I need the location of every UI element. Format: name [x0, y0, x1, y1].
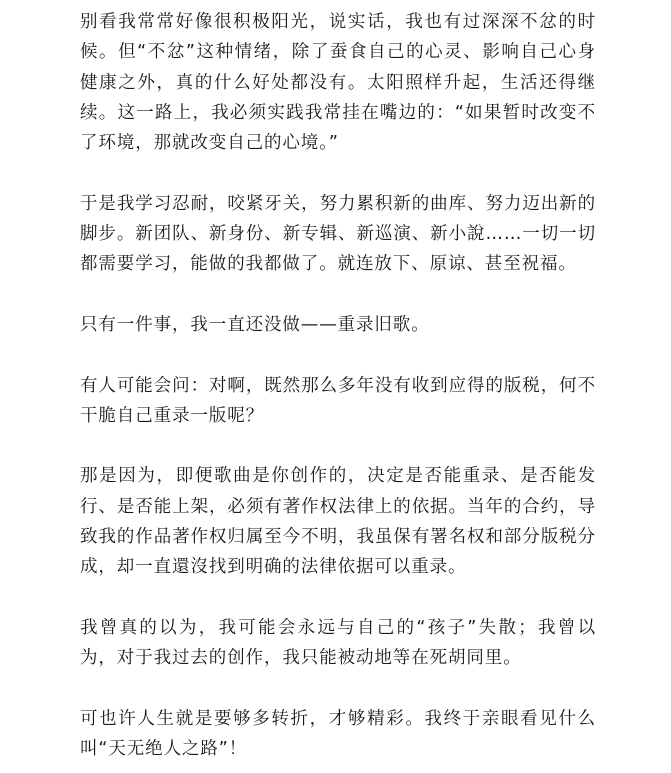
paragraph-6: 我曾真的以为，我可能会永远与自己的“孩子”失散；我曾以为，对于我过去的创作，我只能被动地等在死胡同里。: [80, 617, 596, 669]
paragraph-4: 有人可能会问：对啊，既然那么多年没有收到应得的版税，何不干脆自己重录一版呢？: [80, 375, 596, 426]
article-body: [80, 7, 596, 764]
paragraph-5: 那是因为，即便歌曲是你创作的，决定是否能重录、是否能发行、是否能上架，必须有著作权法律上的依据。当年的合约，导致我的作品著作权归属至今不明，我虽保有署名权和部分版税分成，却一直還沒找到明确的法律依据可以重录。: [80, 466, 596, 578]
paragraph-1: 别看我常常好像很积极阳光，说实话，我也有过深深不忿的时候。但“不忿”这种情绪，除了蚕食自己的心灵、影响自己心身健康之外，真的什么好处都没有。太阳照样升起，生活还得继续。这一路上，我必须实践我常挂在嘴边的：“如果暂时改变不了环境，那就改变自己的心境。”: [80, 12, 596, 154]
paragraph-3: 只有一件事，我一直还没做——重录旧歌。: [80, 314, 430, 335]
paragraph-2: 于是我学习忍耐，咬紧牙关，努力累积新的曲库、努力迈出新的脚步。新团队、新身份、新专辑、新巡演、新小說……一切一切都需要学习，能做的我都做了。就连放下、原谅、甚至祝福。: [80, 193, 596, 275]
paragraph-7: 可也许人生就是要够多转折，才够精彩。我终于亲眼看见什么叫“天无绝人之路”！: [80, 708, 596, 760]
